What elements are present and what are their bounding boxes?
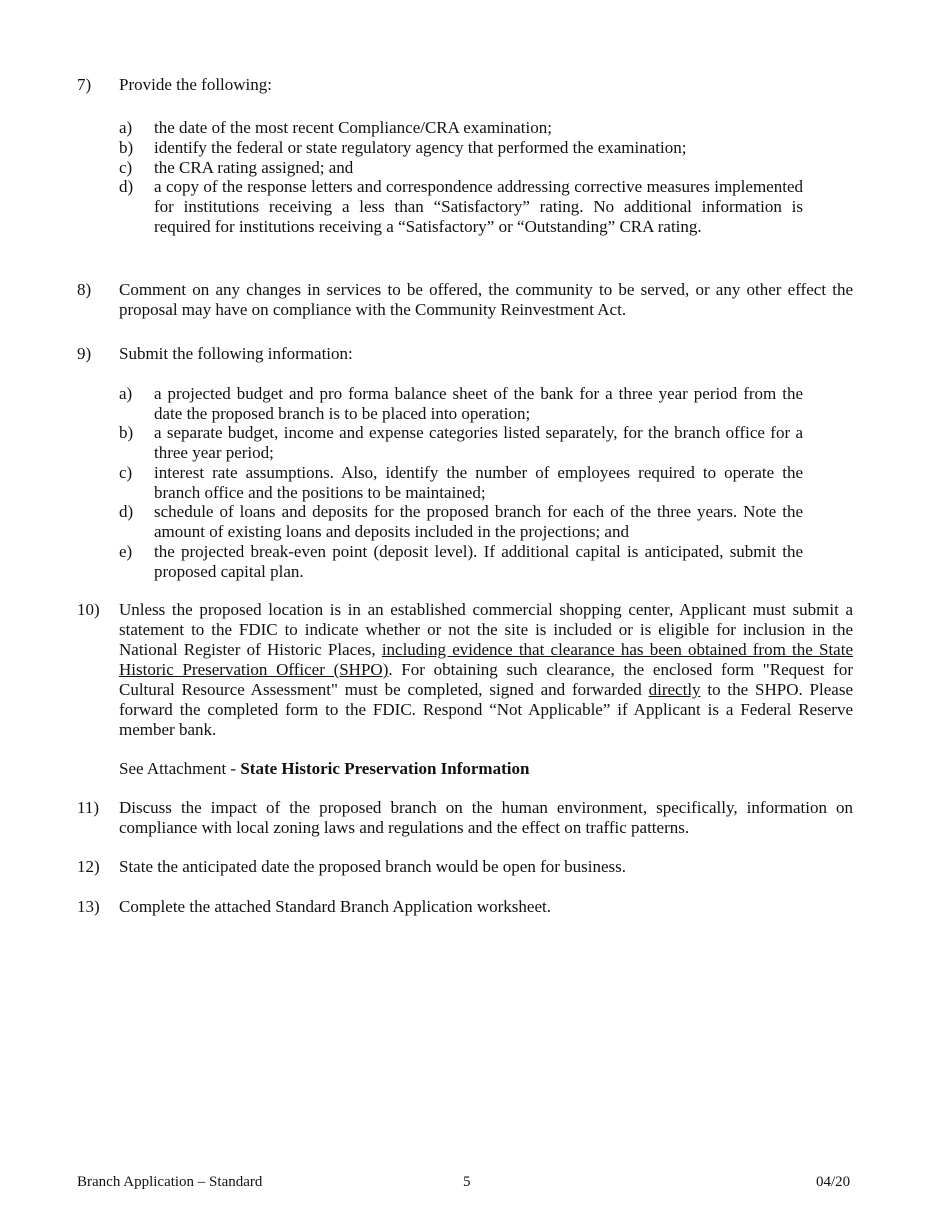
subitem-7a xyxy=(119,118,803,138)
subitem-letter: c) xyxy=(119,463,133,482)
item-text-part: to the SHPO. Please forward the completed form to the FDIC. Respond “Not Applicable” if Applicant is a Federal Reserve member bank. xyxy=(119,680,853,739)
subitem-7c xyxy=(119,158,803,178)
item-number: 8) xyxy=(77,280,92,299)
subitem-letter: a) xyxy=(119,384,133,403)
item-number: 7) xyxy=(77,75,92,94)
subitem-text: interest rate assumptions. Also, identify the number of employees required to operate the branch office and the positions to be maintained; xyxy=(154,463,803,502)
item-text-part: . For obtaining such clearance, the enclosed form "Request for Cultural Resource Assessment" must be completed, signed and forwarded xyxy=(119,660,854,699)
subitem-letter: e) xyxy=(119,542,133,561)
item-number: 12) xyxy=(77,857,100,876)
subitem-letter: a) xyxy=(119,118,133,137)
subitem-7d xyxy=(119,177,803,237)
item-number: 11) xyxy=(77,798,100,817)
subitem-letter: b) xyxy=(119,138,134,157)
attachment-title: State Historic Preservation Information xyxy=(240,759,530,778)
footer-date: 04/20 xyxy=(816,1174,851,1190)
subitem-text: the projected break-even point (deposit level). If additional capital is anticipated, submit the proposed capital plan. xyxy=(154,542,803,581)
item-text xyxy=(119,600,853,740)
attachment-prefix: See Attachment - xyxy=(119,759,241,778)
item-8 xyxy=(77,280,853,320)
subitem-letter: c) xyxy=(119,158,133,177)
subitem-text: a separate budget, income and expense categories listed separately, for the branch office for a three year period; xyxy=(154,423,803,462)
subitem-9c xyxy=(119,463,803,503)
item-text: Complete the attached Standard Branch Application worksheet. xyxy=(119,897,551,916)
item-text: Submit the following information: xyxy=(119,344,353,363)
item-12 xyxy=(77,857,853,877)
subitem-text: the CRA rating assigned; and xyxy=(154,158,354,177)
underlined-directly-text: directly xyxy=(648,680,701,699)
attachment-note xyxy=(77,759,853,779)
subitem-text: the date of the most recent Compliance/CRA examination; xyxy=(154,118,552,137)
item-number: 9) xyxy=(77,344,92,363)
item-text: State the anticipated date the proposed branch would be open for business. xyxy=(119,857,627,876)
subitem-text: identify the federal or state regulatory agency that performed the examination; xyxy=(154,138,687,157)
item-text: Provide the following: xyxy=(119,75,272,94)
item-text-part: Unless the proposed location is in an established commercial shopping center, Applicant must submit a statement to the FDIC to indicate whether or not the site is included or is eligible for inclusion in the National Register of Historic Places, xyxy=(119,600,853,659)
item-text: Discuss the impact of the proposed branch on the human environment, specifically, information on compliance with local zoning laws and regulations and the effect on traffic patterns. xyxy=(119,798,853,837)
underlined-clearance-text: including evidence that clearance has been obtained from the State Historic Preservation Officer (SHPO) xyxy=(119,640,853,679)
subitem-text: schedule of loans and deposits for the proposed branch for each of the three years. Note the amount of existing loans and deposits included in the projections; and xyxy=(154,502,803,541)
subitem-9d xyxy=(119,502,803,542)
subitem-9a xyxy=(119,384,803,424)
item-9 xyxy=(77,344,853,364)
subitem-text: a projected budget and pro forma balance sheet of the bank for a three year period from the date the proposed branch is to be placed into operation; xyxy=(154,384,803,423)
footer-title: Branch Application – Standard xyxy=(77,1174,263,1190)
item-number: 10) xyxy=(77,600,100,619)
item-number: 13) xyxy=(77,897,100,916)
item-13 xyxy=(77,897,853,917)
subitem-letter: d) xyxy=(119,502,134,521)
item-7 xyxy=(77,75,853,95)
subitem-letter: b) xyxy=(119,423,134,442)
item-text: Comment on any changes in services to be offered, the community to be served, or any other effect the proposal may have on compliance with the Community Reinvestment Act. xyxy=(119,280,853,319)
subitem-letter: d) xyxy=(119,177,134,196)
item-11 xyxy=(77,798,853,838)
subitem-7b xyxy=(119,138,803,158)
item-10 xyxy=(77,600,853,740)
subitem-9e xyxy=(119,542,803,582)
subitem-text: a copy of the response letters and correspondence addressing corrective measures implemented for institutions receiving a less than “Satisfactory” rating. No additional information is required for institutions receiving a “Satisfactory” or “Outstanding” CRA rating. xyxy=(154,177,803,236)
footer-page-number: 5 xyxy=(463,1174,471,1190)
subitem-9b xyxy=(119,423,803,463)
